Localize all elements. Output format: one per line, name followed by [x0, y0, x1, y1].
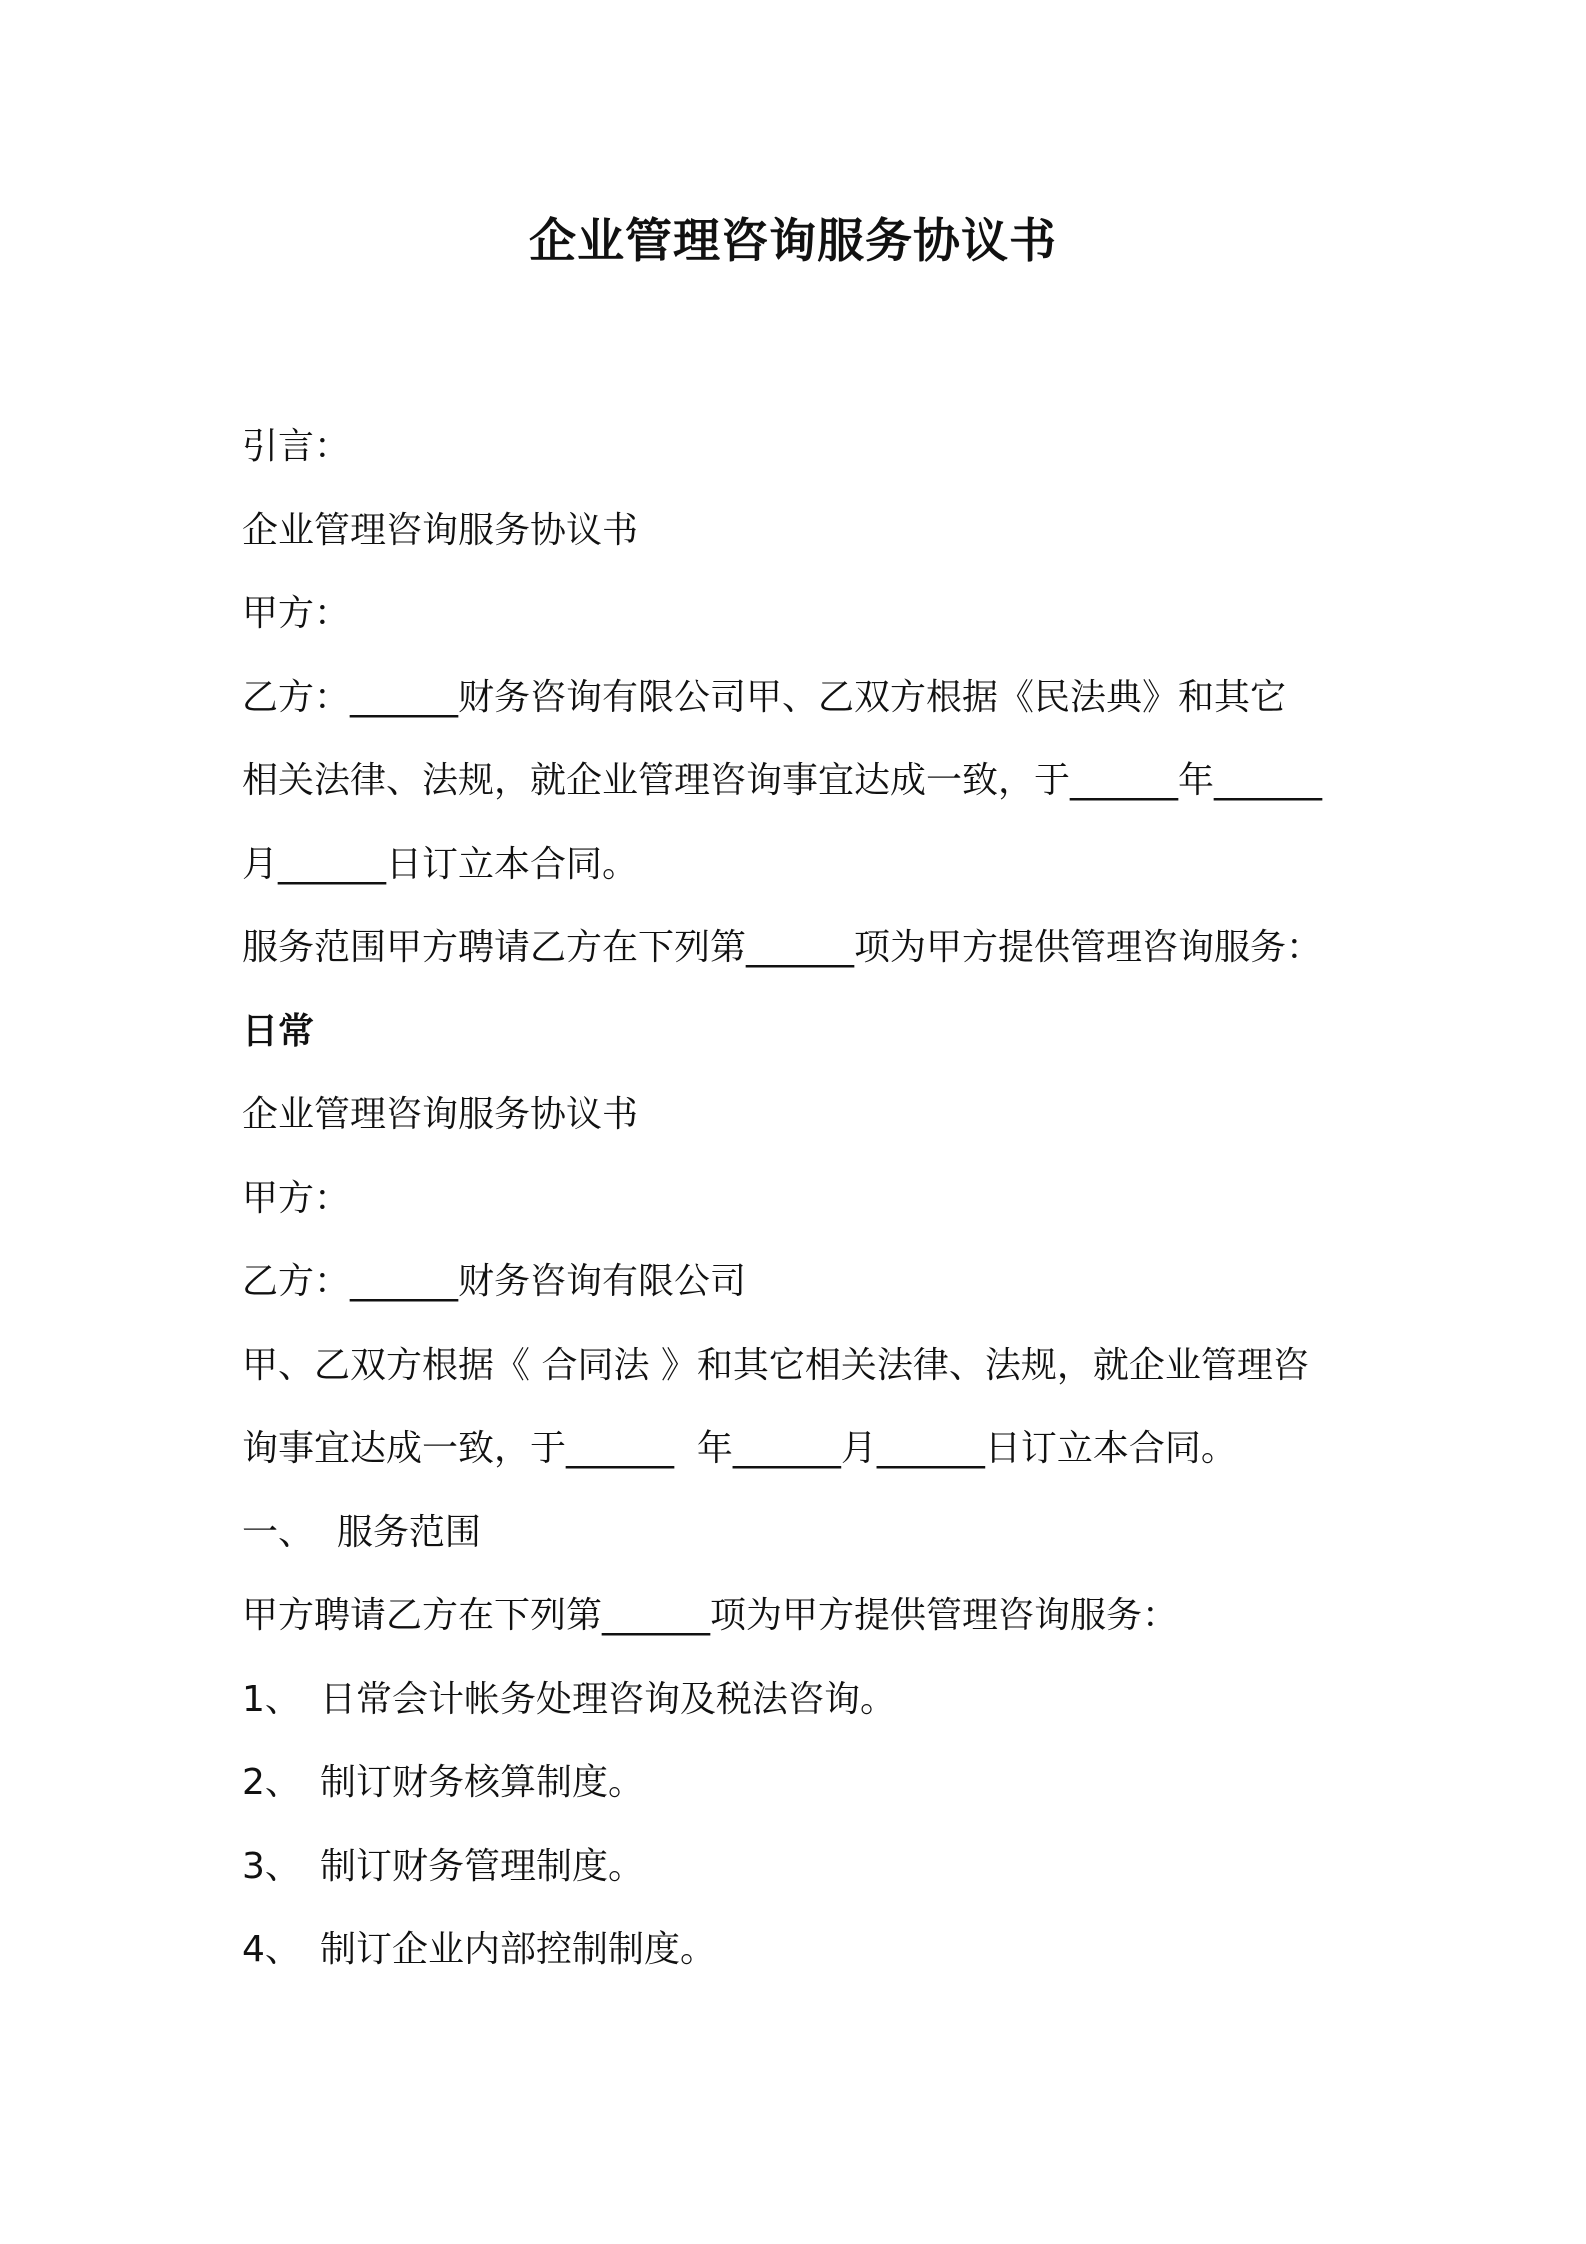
list-item-text: 制订财务管理制度。	[320, 1845, 645, 1887]
list-item-text: 制订财务核算制度。	[320, 1762, 645, 1803]
party-a-line: 甲方：	[242, 593, 351, 634]
party-b-line-repeat: 乙方：______财务咨询有限公司	[242, 1261, 747, 1302]
list-item-number: 1、	[242, 1678, 301, 1720]
document-title: 企业管理咨询服务协议书	[529, 214, 1057, 269]
list-item	[242, 1825, 1352, 1909]
intro-label: 引言：	[242, 426, 351, 467]
list-item-number: 4、	[242, 1929, 301, 1970]
body-line: 相关法律、法规，就企业管理咨询事宜达成一致，于______年______	[242, 760, 1323, 801]
list-item	[242, 1741, 1352, 1825]
agreement-heading-repeat: 企业管理咨询服务协议书	[242, 1094, 639, 1135]
daily-label: 日常	[242, 1010, 315, 1052]
document-body	[242, 405, 1352, 1992]
body-line: 甲、乙双方根据《 合同法 》和其它相关法律、法规，就企业管理咨	[242, 1344, 1309, 1386]
service-scope-line-repeat: 甲方聘请乙方在下列第______项为甲方提供管理咨询服务：	[242, 1595, 1179, 1636]
service-scope-line: 服务范围甲方聘请乙方在下列第______项为甲方提供管理咨询服务：	[242, 927, 1323, 968]
party-a-line-repeat: 甲方：	[242, 1177, 351, 1219]
agreement-heading: 企业管理咨询服务协议书	[242, 509, 639, 551]
list-item	[242, 1658, 1352, 1742]
body-line: 询事宜达成一致，于______ 年______月______日订立本合同。	[242, 1428, 1237, 1469]
section-heading-service-scope: 一、 服务范围	[242, 1511, 481, 1553]
list-item	[242, 1908, 1352, 1992]
list-item-number: 2、	[242, 1762, 301, 1803]
list-item-text: 日常会计帐务处理咨询及税法咨询。	[320, 1678, 897, 1720]
list-item-number: 3、	[242, 1845, 301, 1887]
list-item-text: 制订企业内部控制制度。	[320, 1929, 717, 1970]
body-line: 月______日订立本合同。	[242, 843, 639, 885]
party-b-line: 乙方：______财务咨询有限公司甲、乙双方根据《民法典》和其它	[242, 676, 1287, 718]
